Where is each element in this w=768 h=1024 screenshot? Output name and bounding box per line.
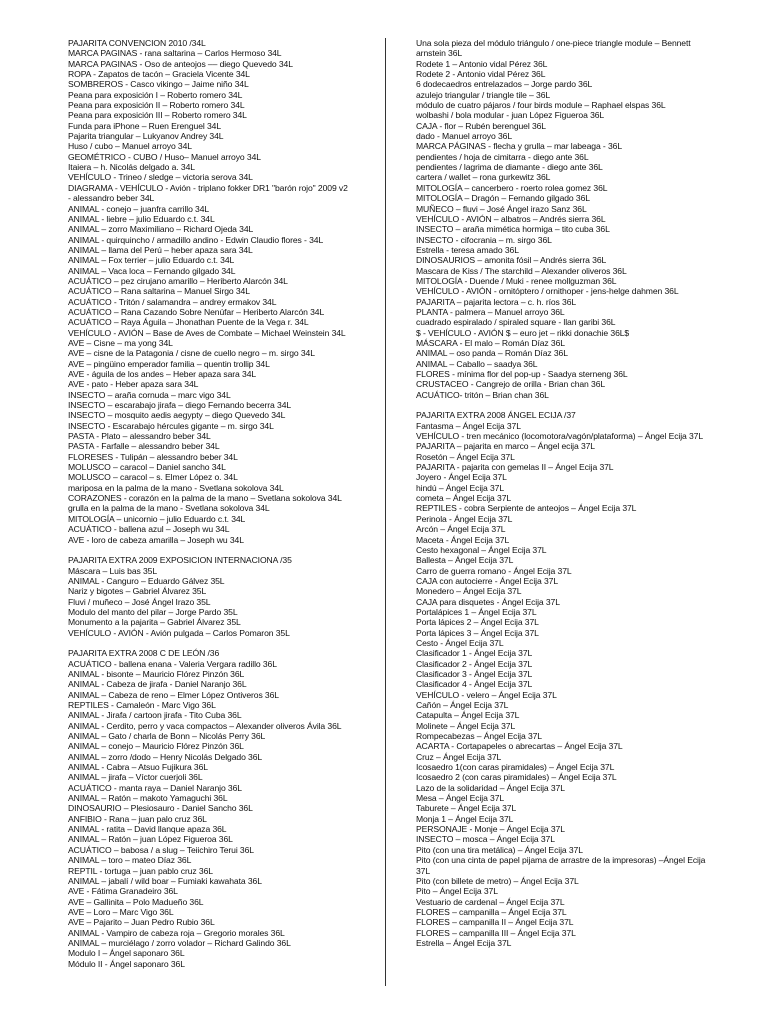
list-item: INSECTO – escarabajo jirafa – diego Fernando becerra 34L xyxy=(68,400,292,411)
list-item: AVE – cisne de la Patagonia / cisne de cuello negro – m. sirgo 34L xyxy=(68,348,315,359)
list-item: MOLUSCO – caracol – s. Elmer López o. 34L xyxy=(68,472,238,483)
list-item: PAJARITA – pajarita en marco – Ángel ecija 37L xyxy=(416,441,595,452)
list-item: MARCA PAGINAS - rana saltarina – Carlos Hermoso 34L xyxy=(68,48,282,59)
list-item: ANIMAL - quirquincho / armadillo andino - Edwin Claudio flores - 34L xyxy=(68,234,324,245)
list-item: VEHÍCULO - AVIÓN – albatros – Andrés sierra 36L xyxy=(416,213,606,224)
list-item: PAJARITA - pajarita con gemelas II – Ángel Ecija 37L xyxy=(416,462,614,473)
list-item: AVE - loro de cabeza amarilla – Joseph wu 34L xyxy=(68,534,244,545)
list-item: azulejo triangular / triangle tile – 36L xyxy=(416,89,551,100)
list-item: Cesto - Ángel Ecija 37L xyxy=(416,637,504,648)
list-item: Cruz – Ángel Ecija 37L xyxy=(416,751,502,762)
list-item: ACUÁTICO - ballena enana - Valeria Vergara radillo 36L xyxy=(68,658,277,669)
list-item: cuadrado espiralado / spiraled square - llan garibi 36L xyxy=(416,317,616,328)
list-item: ACUÁTICO – pez cirujano amarillo – Heriberto Alarcón 34L xyxy=(68,275,288,286)
list-item: VEHÍCULO - AVIÓN – Base de Aves de Combate – Michael Weinstein 34L xyxy=(68,327,346,338)
list-item: $ - VEHÍCULO - AVIÓN $ – euro jet – rikki donachie 36L$ xyxy=(416,327,630,338)
list-item: Módulo II - Ángel saponaro 36L xyxy=(68,958,185,969)
list-item: INSECTO – mosca – Ángel Ecija 37L xyxy=(416,834,555,845)
list-item: Fluvi / muñeco – José Ángel Irazo 35L xyxy=(68,596,211,607)
list-item: Cesto hexagonal – Ángel Ecija 37L xyxy=(416,544,547,555)
list-item: Pito – Ángel Ecija 37L xyxy=(416,886,498,897)
list-item: Vestuario de cardenal – Ángel Ecija 37L xyxy=(416,896,565,907)
list-item: PASTA - Farfalle – alessandro beber 34L xyxy=(68,441,220,452)
list-item: Joyero - Ángel Ecija 37L xyxy=(416,472,507,483)
list-item: ANIMAL - Vampiro de cabeza roja – Gregorio morales 36L xyxy=(68,927,285,938)
list-item: ANIMAL – Ratón – makoto Yamaguchi 36L xyxy=(68,793,228,804)
list-item: Pito (con una cinta de papel pijama de arrastre de la impresoras) –Ángel Ecija 37L xyxy=(416,855,706,876)
list-item: CORAZONES - corazón en la palma de la mano – Svetlana sokolova 34L xyxy=(68,493,342,504)
list-item: mariposa en la palma de la mano - Svetlana sokolova 34L xyxy=(68,482,284,493)
list-item: Nariz y bigotes – Gabriel Álvarez 35L xyxy=(68,586,207,597)
blank-line xyxy=(416,400,716,410)
list-item: ANIMAL - Cabeza de jirafa - Daniel Naranjo 36L xyxy=(68,679,247,690)
list-item: ANIMAL – Vaca loca – Fernando gilgado 34L xyxy=(68,265,236,276)
list-item: ACUÁTICO – Rana Cazando Sobre Nenúfar – Heriberto Alarcón 34L xyxy=(68,306,325,317)
list-item: Porta lápices 3 – Ángel Ecija 37L xyxy=(416,627,539,638)
list-item: ACUÁTICO – babosa / a slug – Teiichiro Terui 36L xyxy=(68,844,254,855)
list-item: INSECTO - cifocrania – m. sirgo 36L xyxy=(416,234,552,245)
list-item: REPTIL - tortuga – juan pablo cruz 36L xyxy=(68,865,213,876)
list-item: MITOLOGÍA – unicornio – julio Eduardo c.t. 34L xyxy=(68,513,246,524)
list-item: ANIMAL - ratita – David llanque apaza 36L xyxy=(68,824,227,835)
list-item: MITOLOGÍA – Dragón – Fernando gilgado 36L xyxy=(416,193,590,204)
list-item: INSECTO – mosquito aedis aegypty – diego Quevedo 34L xyxy=(68,410,286,421)
list-item: AVE – pingüino emperador familia – quentin trollip 34L xyxy=(68,358,270,369)
list-item: Clasificador 1 - Ángel Ecija 37L xyxy=(416,648,533,659)
list-item: Ballesta – Ángel Ecija 37L xyxy=(416,555,514,566)
list-item: Arcón – Ángel Ecija 37L xyxy=(416,524,506,535)
right-column xyxy=(416,38,716,948)
list-item: ANIMAL – jirafa – Víctor cuerjoli 36L xyxy=(68,772,203,783)
list-item: AVE - pato - Heber apaza sara 34L xyxy=(68,379,199,390)
list-item: FLORESES - Tulipán – alessandro beber 34L xyxy=(68,451,238,462)
list-item: ANIMAL – Caballo – saadya 36L xyxy=(416,358,538,369)
list-item: ANIMAL – llama del Perú – heber apaza sara 34L xyxy=(68,244,253,255)
list-item: Lazo de la solidaridad – Ángel Ecija 37L xyxy=(416,782,565,793)
list-item: ANIMAL - bisonte – Mauricio Flórez Pinzón 36L xyxy=(68,668,245,679)
list-item: INSECTO – araña cornuda – marc vigo 34L xyxy=(68,389,231,400)
list-item: ANIMAL - Canguro – Eduardo Gálvez 35L xyxy=(68,575,225,586)
list-item: Peana para exposición I – Roberto romero 34L xyxy=(68,89,243,100)
list-item: ANFIBIO - Rana – juan palo cruz 36L xyxy=(68,813,207,824)
list-item: ROPA - Zapatos de tacón – Graciela Vicente 34L xyxy=(68,69,250,80)
list-item: ACUÁTICO – Rana saltarina – Manuel Sirgo 34L xyxy=(68,286,250,297)
list-item: Peana para exposición III – Roberto romero 34L xyxy=(68,110,247,121)
list-item: AVE – Loro – Marc Vigo 36L xyxy=(68,906,174,917)
list-item: ACUÁTICO - ballena azul – Joseph wu 34L xyxy=(68,524,230,535)
list-item: Icosaedro 1(con caras piramidales) – Ángel Ecija 37L xyxy=(416,762,615,773)
list-item: Catapulta – Ángel Ecija 37L xyxy=(416,710,520,721)
list-item: Rodete 2 - Antonio vidal Pérez 36L xyxy=(416,69,546,80)
list-item: ANIMAL - Cerdito, perro y vaca compactos – Alexander oliveros Ávila 36L xyxy=(68,720,342,731)
list-item: VEHÍCULO - Trineo / sledge – victoria serova 34L xyxy=(68,172,253,183)
list-item: Clasificador 2 - Ángel Ecija 37L xyxy=(416,658,533,669)
list-item: ACUÁTICO- tritón – Brian chan 36L xyxy=(416,389,549,400)
list-item: ACUÁTICO - manta raya – Daniel Naranjo 36L xyxy=(68,782,242,793)
list-item: Pito (con una tira metálica) – Ángel Ecija 37L xyxy=(416,844,583,855)
list-item: FLORES – campanilla – Ángel Ecija 37L xyxy=(416,906,567,917)
left-column xyxy=(68,38,374,969)
list-item: Icosaedro 2 (con caras piramidales) – Ángel Ecija 37L xyxy=(416,772,617,783)
blank-line xyxy=(68,638,374,648)
list-item: VEHÍCULO - tren mecánico (locomotora/vagón/plataforma) – Ángel Ecija 37L xyxy=(416,431,704,442)
list-item: GEOMÉTRICO - CUBO / Huso– Manuel arroyo 34L xyxy=(68,151,261,162)
list-item: Porta lápices 2 – Ángel Ecija 37L xyxy=(416,617,539,628)
list-item: Mascara de Kiss / The starchild – Alexander oliveros 36L xyxy=(416,265,627,276)
list-item: cometa – Ángel Ecija 37L xyxy=(416,493,512,504)
list-item: Molinete – Ángel Ecija 37L xyxy=(416,720,516,731)
list-item: CAJA - flor – Rubén berenguel 36L xyxy=(416,120,546,131)
list-item: REPTILES - Camaleón - Marc Vigo 36L xyxy=(68,700,216,710)
list-item: wolbashi / bola modular - juan López Figueroa 36L xyxy=(416,110,605,121)
list-item: FLORES – campanilla II – Ángel Ecija 37L xyxy=(416,917,574,928)
list-item: cartera / wallet – rona gurkewitz 36L xyxy=(416,172,551,183)
list-item: Funda para iPhone – Ruen Erenguel 34L xyxy=(68,120,222,131)
list-item: módulo de cuatro pájaros / four birds module – Raphael elspas 36L xyxy=(416,100,666,111)
list-item: Una sola pieza del módulo triángulo / one-piece triangle module – Bennett arnstein 36L xyxy=(416,38,691,59)
list-item: PAJARITA EXTRA 2009 EXPOSICION INTERNACIONA /35 xyxy=(68,555,292,566)
list-item: PAJARITA – pajarita lectora – c. h. ríos 36L xyxy=(416,296,577,307)
list-item: VEHÍCULO - AVIÓN - Avión pulgada – Carlos Pomaron 35L xyxy=(68,627,290,638)
list-item: ANIMAL – oso panda – Román Díaz 36L xyxy=(416,348,568,359)
list-item: ANIMAL – jabalí / wild boar – Fumiaki kawahata 36L xyxy=(68,875,262,886)
list-item: dado - Manuel arroyo 36L xyxy=(416,131,513,142)
list-item: pendientes / lagrima de diamante - diego ante 36L xyxy=(416,162,603,173)
list-item: Clasificador 4 - Ángel Ecija 37L xyxy=(416,679,533,690)
list-item: AVE – Gallinita – Polo Madueño 36L xyxy=(68,896,204,907)
list-item: Modulo I – Ángel saponaro 36L xyxy=(68,948,185,959)
list-item: Máscara – Luis bas 35L xyxy=(68,565,158,576)
column-divider xyxy=(385,38,386,986)
list-item: MARCA PAGINAS - Oso de anteojos –– diego Quevedo 34L xyxy=(68,58,293,69)
list-item: pendientes / hoja de cimitarra - diego ante 36L xyxy=(416,151,589,162)
list-item: Clasificador 3 - Ángel Ecija 37L xyxy=(416,668,533,679)
list-item: AVE - Fátima Granadeiro 36L xyxy=(68,886,178,897)
list-item: ANIMAL – Gato / charla de Bonn – Nicolás Perry 36L xyxy=(68,731,266,742)
list-item: CAJA para disquetes - Ángel Ecija 37L xyxy=(416,596,560,607)
list-item: ANIMAL – murciélago / zorro volador – Richard Galindo 36L xyxy=(68,937,291,948)
list-item: REPTILES - cobra Serpiente de anteojos – Ángel Ecija 37L xyxy=(416,503,637,514)
list-item: FLORES – campanilla III – Ángel Ecija 37L xyxy=(416,927,576,938)
list-item: Peana para exposición II – Roberto romero 34L xyxy=(68,100,245,111)
list-item: VEHÍCULO - velero – Ángel Ecija 37L xyxy=(416,689,557,700)
list-item: ANIMAL - Jirafa / cartoon jirafa - Tito Cuba 36L xyxy=(68,710,242,721)
list-item: Monja 1 – Ángel Ecija 37L xyxy=(416,813,514,824)
list-item: PAJARITA EXTRA 2008 ÁNGEL ECIJA /37 xyxy=(416,410,576,421)
list-item: ACUÁTICO - Tritón / salamandra – andrey ermakov 34L xyxy=(68,296,277,307)
list-item: SOMBREROS - Casco vikingo – Jaime niño 34L xyxy=(68,79,249,90)
list-item: - alessandro beber 34L xyxy=(68,193,155,204)
list-item: AVE - águila de los andes – Heber apaza sara 34L xyxy=(68,369,257,379)
list-item: AVE – Pajarito – Juan Pedro Rubio 36L xyxy=(68,917,215,928)
blank-line xyxy=(68,545,374,555)
list-item: MOLUSCO – caracol – Daniel sancho 34L xyxy=(68,462,226,473)
list-item: PASTA - Plato – alessandro beber 34L xyxy=(68,431,211,442)
list-item: VEHÍCULO - AVIÓN - ornitóptero / ornithoper - jens-helge dahmen 36L xyxy=(416,286,679,297)
list-item: Modulo del manto del pilar – Jorge Pardo 35L xyxy=(68,606,238,617)
list-item: ANIMAL - Cabra – Atsuo Fujikura 36L xyxy=(68,762,208,773)
list-item: ACUÁTICO – Raya Águila – Jhonathan Puente de la Vega r. 34L xyxy=(68,317,309,328)
list-item: Mesa – Ángel Ecija 37L xyxy=(416,793,505,804)
list-item: MITOLOGÍA - Duende / Muki - renee mollguzman 36L xyxy=(416,275,617,286)
list-item: Rosetón – Ángel Ecija 37L xyxy=(416,451,515,462)
list-item: ANIMAL – zorro /dodo – Henry Nicolás Delgado 36L xyxy=(68,751,263,762)
list-item: Monedero – Ángel Ecija 37L xyxy=(416,586,522,597)
list-item: Taburete – Ángel Ecija 37L xyxy=(416,803,517,814)
list-item: PERSONAJE - Monje – Ángel Ecija 37L xyxy=(416,824,565,835)
list-item: MARCA PÁGINAS - flecha y grulla – mar labeaga - 36L xyxy=(416,141,623,152)
list-item: Fantasma – Ángel Ecija 37L xyxy=(416,420,521,431)
list-item: ANIMAL – toro – mateo Díaz 36L xyxy=(68,855,192,866)
list-item: Carro de guerra romano - Ángel Ecija 37L xyxy=(416,565,572,576)
list-item: PAJARITA EXTRA 2008 C DE LEÓN /36 xyxy=(68,648,220,659)
list-item: Portalápices 1 – Ángel Ecija 37L xyxy=(416,606,537,617)
list-item: Maceta - Ángel Ecija 37L xyxy=(416,534,510,545)
list-item: PAJARITA CONVENCION 2010 /34L xyxy=(68,38,206,48)
list-item: Perinola - Ángel Ecija 37L xyxy=(416,513,513,524)
list-item: MUÑECO – fluvi – José Ángel irazo Sanz 36L xyxy=(416,203,587,214)
list-item: CAJA con autocierre - Ángel Ecija 37L xyxy=(416,575,558,586)
list-item: ACARTA - Cortapapeles o abrecartas – Ángel Ecija 37L xyxy=(416,741,623,752)
list-item: ANIMAL - conejo – juanfra carrillo 34L xyxy=(68,203,210,214)
list-item: DINOSAURIO – Plesiosauro - Daniel Sancho 36L xyxy=(68,803,253,814)
list-item: Estrella – Ángel Ecija 37L xyxy=(416,937,512,948)
list-item: Itaiera – h. Nicolás delgado a. 34L xyxy=(68,162,195,173)
list-item: ANIMAL – Fox terrier – julio Eduardo c.t. 34L xyxy=(68,255,235,266)
list-item: ANIMAL – conejo – Mauricio Flórez Pinzón 36L xyxy=(68,741,244,752)
list-item: hindú – Ángel Ecija 37L xyxy=(416,482,505,493)
list-item: MITOLOGÍA – cancerbero - roerto rolea gomez 36L xyxy=(416,182,608,193)
list-item: FLORES - mínima flor del pop-up - Saadya sterneng 36L xyxy=(416,369,628,379)
list-item: PLANTA - palmera – Manuel arroyo 36L xyxy=(416,306,565,317)
list-item: INSECTO - Escarabajo hércules gigante – m. sirgo 34L xyxy=(68,420,274,431)
list-item: Cañón – Ángel Ecija 37L xyxy=(416,700,509,710)
list-item: Estrella - teresa amado 36L xyxy=(416,244,519,255)
list-item: ANIMAL – Ratón – juan López Figueroa 36L xyxy=(68,834,233,845)
list-item: MÁSCARA - El malo – Román Díaz 36L xyxy=(416,337,565,348)
list-item: DINOSAURIOS – amonita fósil – Andrés sierra 36L xyxy=(416,255,607,266)
list-item: ANIMAL – zorro Maximiliano – Richard Ojeda 34L xyxy=(68,224,254,235)
list-item: ANIMAL – Cabeza de reno – Elmer López Ontiveros 36L xyxy=(68,689,279,700)
list-item: Monumento a la pajarita – Gabriel Álvarez 35L xyxy=(68,617,241,628)
list-item: grulla en la palma de la mano - Svetlana sokolova 34L xyxy=(68,503,270,514)
list-item: ANIMAL - liebre – julio Eduardo c.t. 34L xyxy=(68,213,215,224)
list-item: INSECTO – araña mimética hormiga – tito cuba 36L xyxy=(416,224,610,235)
list-item: Huso / cubo – Manuel arroyo 34L xyxy=(68,141,192,152)
list-item: Rompecabezas – Ángel Ecija 37L xyxy=(416,731,542,742)
list-item: Rodete 1 – Antonio vidal Pérez 36L xyxy=(416,58,548,69)
list-item: Pajarita triangular – Lukyanov Andrey 34L xyxy=(68,131,224,142)
list-item: AVE – Cisne – ma yong 34L xyxy=(68,337,173,348)
list-item: Pito (con billete de metro) – Ángel Ecija 37L xyxy=(416,875,579,886)
list-item: DIAGRAMA - VEHÍCULO - Avión - triplano fokker DR1 "barón rojo" 2009 v2 xyxy=(68,182,348,193)
list-item: CRUSTACEO - Cangrejo de orilla - Brian chan 36L xyxy=(416,379,606,390)
list-item: 6 dodecaedros entrelazados – Jorge pardo 36L xyxy=(416,79,593,90)
